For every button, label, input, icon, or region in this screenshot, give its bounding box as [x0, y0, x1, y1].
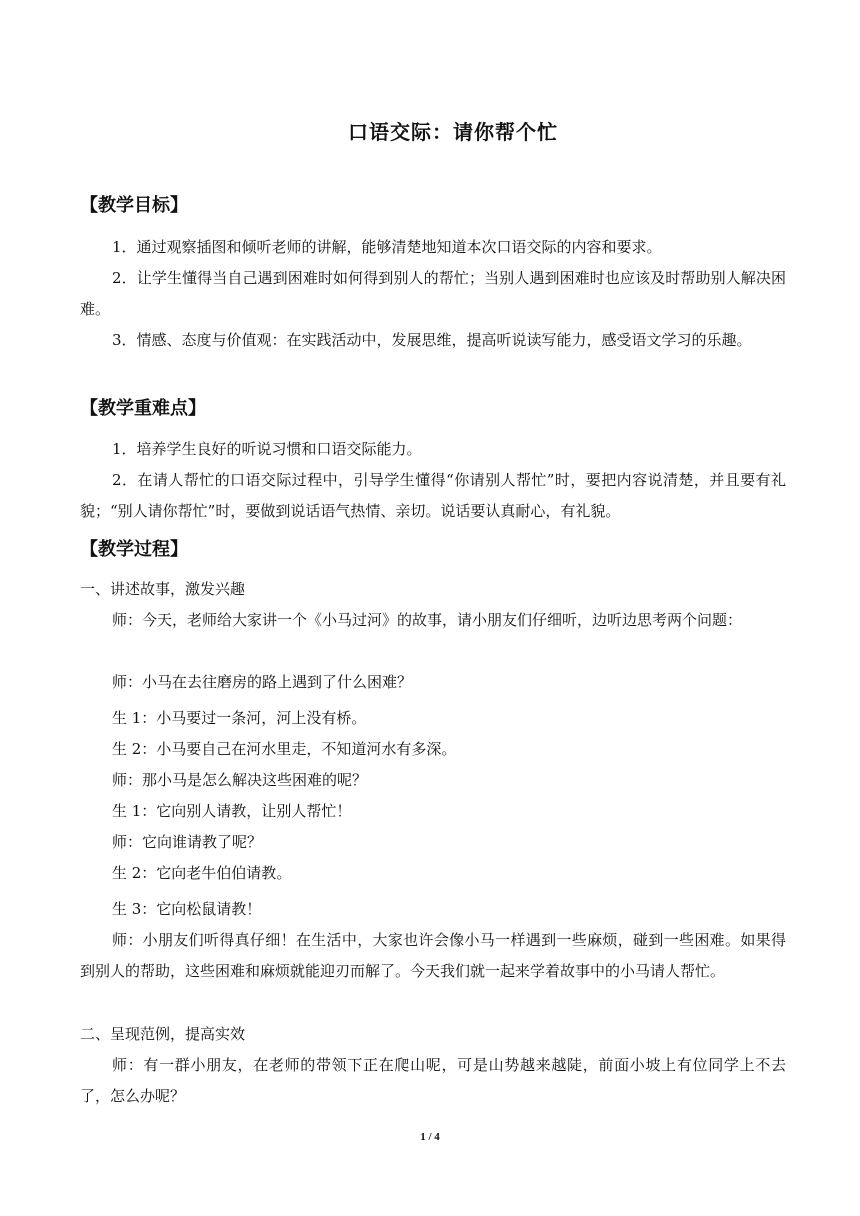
key-point-item: 1．培养学生良好的听说习惯和口语交际能力。: [112, 440, 422, 458]
dialogue-line: 师：它向谁请教了呢？: [112, 833, 263, 851]
key-point-item: 2．在请人帮忙的口语交际过程中，引导学生懂得“你请别人帮忙”时，要把内容说清楚，并且要有礼貌；“别人请你帮忙”时，要做到说话语气热情、亲切。说话要认真耐心，有礼貌。: [80, 471, 786, 520]
process-heading: 【教学过程】: [80, 539, 188, 560]
dialogue-line: 师：今天，老师给大家讲一个《小马过河》的故事，请小朋友们仔细听，边听边思考两个问题：: [112, 611, 743, 629]
dialogue-line: 生 1：小马要过一条河，河上没有桥。: [112, 709, 367, 727]
dialogue-line: 生 1：它向别人请教，让别人帮忙！: [112, 802, 352, 820]
goal-item: 1．通过观察插图和倾听老师的讲解，能够清楚地知道本次口语交际的内容和要求。: [112, 238, 662, 256]
dialogue-line: 生 3：它向松鼠请教！: [112, 900, 262, 918]
dialogue-line: 师：小马在去往磨房的路上遇到了什么困难？: [112, 673, 413, 691]
key-points-heading: 【教学重难点】: [80, 398, 206, 419]
section-title: 二、呈现范例，提高实效: [80, 1025, 246, 1043]
section-title: 一、讲述故事，激发兴趣: [80, 580, 246, 598]
dialogue-line: 师：有一群小朋友，在老师的带领下正在爬山呢，可是山势越来越陡，前面小坡上有位同学上不去了，怎么办呢？: [80, 1056, 786, 1105]
dialogue-line: 生 2：它向老牛伯伯请教。: [112, 864, 292, 882]
dialogue-line: 师：那小马是怎么解决这些困难的呢？: [112, 771, 368, 789]
dialogue-line: 师：小朋友们听得真仔细！在生活中，大家也许会像小马一样遇到一些麻烦，碰到一些困难。如果得到别人的帮助，这些困难和麻烦就能迎刃而解了。今天我们就一起来学着故事中的小马请人帮忙。: [80, 931, 786, 980]
goal-item: 3．情感、态度与价值观：在实践活动中，发展思维，提高听说读写能力，感受语文学习的乐趣。: [112, 331, 752, 349]
page-title: 口语交际：请你帮个忙: [348, 120, 558, 144]
goals-heading: 【教学目标】: [80, 195, 188, 216]
page-number: 1 / 4: [420, 1131, 440, 1143]
goal-item: 2．让学生懂得当自己遇到困难时如何得到别人的帮忙；当别人遇到困难时也应该及时帮助别人解决困难。: [80, 269, 786, 318]
dialogue-line: 生 2：小马要自己在河水里走，不知道河水有多深。: [112, 740, 457, 758]
